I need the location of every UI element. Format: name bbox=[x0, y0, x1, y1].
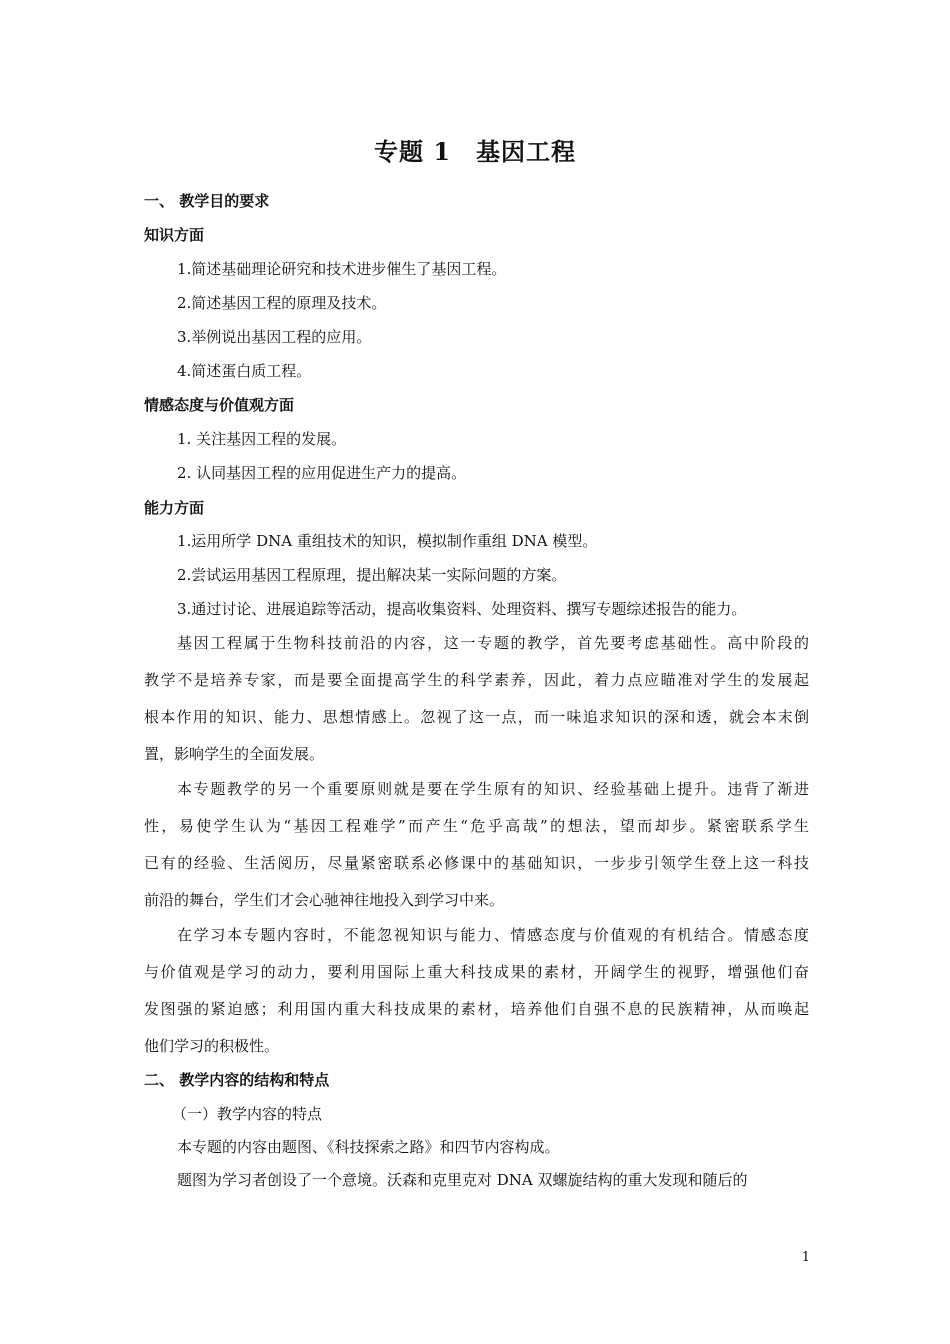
paragraph-line: 根本作用的知识、能力、思想情感上。忽视了这一点，而一味追求知识的深和透，就会本末倒 bbox=[144, 708, 809, 726]
paragraph-line: 本专题教学的另一个重要原则就是要在学生原有的知识、经验基础上提升。违背了渐进 bbox=[177, 780, 809, 798]
paragraph-line: 置，影响学生的全面发展。 bbox=[144, 745, 325, 763]
paragraph-line: 教学不是培养专家，而是要全面提高学生的科学素养，因此，着力点应瞄准对学生的发展起 bbox=[144, 671, 809, 689]
paragraph-line: 题图为学习者创设了一个意境。沃森和克里克对 DNA 双螺旋结构的重大发现和随后的 bbox=[177, 1171, 748, 1189]
list-item: 4.简述蛋白质工程。 bbox=[177, 362, 312, 380]
paragraph-line: 已有的经验、生活阅历，尽量紧密联系必修课中的基础知识，一步步引领学生登上这一科技 bbox=[144, 854, 809, 872]
list-item: 1. 关注基因工程的发展。 bbox=[177, 430, 347, 448]
paragraph-line: 前沿的舞台，学生们才会心驰神往地投入到学习中来。 bbox=[144, 891, 505, 909]
list-item: 1.运用所学 DNA 重组技术的知识，模拟制作重组 DNA 模型。 bbox=[177, 532, 598, 550]
section-heading-2: 二、 教学内容的结构和特点 bbox=[144, 1071, 330, 1089]
paragraph-line: 在学习本专题内容时，不能忽视知识与能力、情感态度与价值观的有机结合。情感态度 bbox=[177, 926, 809, 944]
paragraph-line: 性，易使学生认为“基因工程难学”而产生“危乎高哉”的想法，望而却步。紧密联系学生 bbox=[144, 817, 809, 835]
paragraph-line: 他们学习的积极性。 bbox=[144, 1037, 280, 1055]
list-item: 2.尝试运用基因工程原理，提出解决某一实际问题的方案。 bbox=[177, 566, 567, 584]
subheading-ability: 能力方面 bbox=[144, 499, 205, 517]
list-item: 3.举例说出基因工程的应用。 bbox=[177, 328, 372, 346]
page-title: 专题 1 基因工程 bbox=[373, 137, 577, 166]
subsection-heading: （一）教学内容的特点 bbox=[172, 1105, 323, 1123]
paragraph-line: 基因工程属于生物科技前沿的内容，这一专题的教学，首先要考虑基础性。高中阶段的 bbox=[177, 634, 809, 652]
paragraph-line: 与价值观是学习的动力，要利用国际上重大科技成果的素材，开阔学生的视野，增强他们奋 bbox=[144, 963, 809, 981]
subheading-knowledge: 知识方面 bbox=[144, 226, 205, 244]
list-item: 1.简述基础理论研究和技术进步催生了基因工程。 bbox=[177, 260, 507, 278]
subheading-attitude: 情感态度与价值观方面 bbox=[144, 396, 295, 414]
page-number: 1 bbox=[801, 1250, 810, 1265]
list-item: 2. 认同基因工程的应用促进生产力的提高。 bbox=[177, 464, 467, 482]
paragraph-line: 本专题的内容由题图、《科技探索之路》和四节内容构成。 bbox=[177, 1138, 560, 1156]
section-heading-1: 一、 教学目的要求 bbox=[144, 192, 270, 210]
list-item: 2.简述基因工程的原理及技术。 bbox=[177, 294, 387, 312]
list-item: 3.通过讨论、进展追踪等活动，提高收集资料、处理资料、撰写专题综述报告的能力。 bbox=[177, 600, 747, 618]
paragraph-line: 发图强的紧迫感；利用国内重大科技成果的素材，培养他们自强不息的民族精神，从而唤起 bbox=[144, 1000, 809, 1018]
